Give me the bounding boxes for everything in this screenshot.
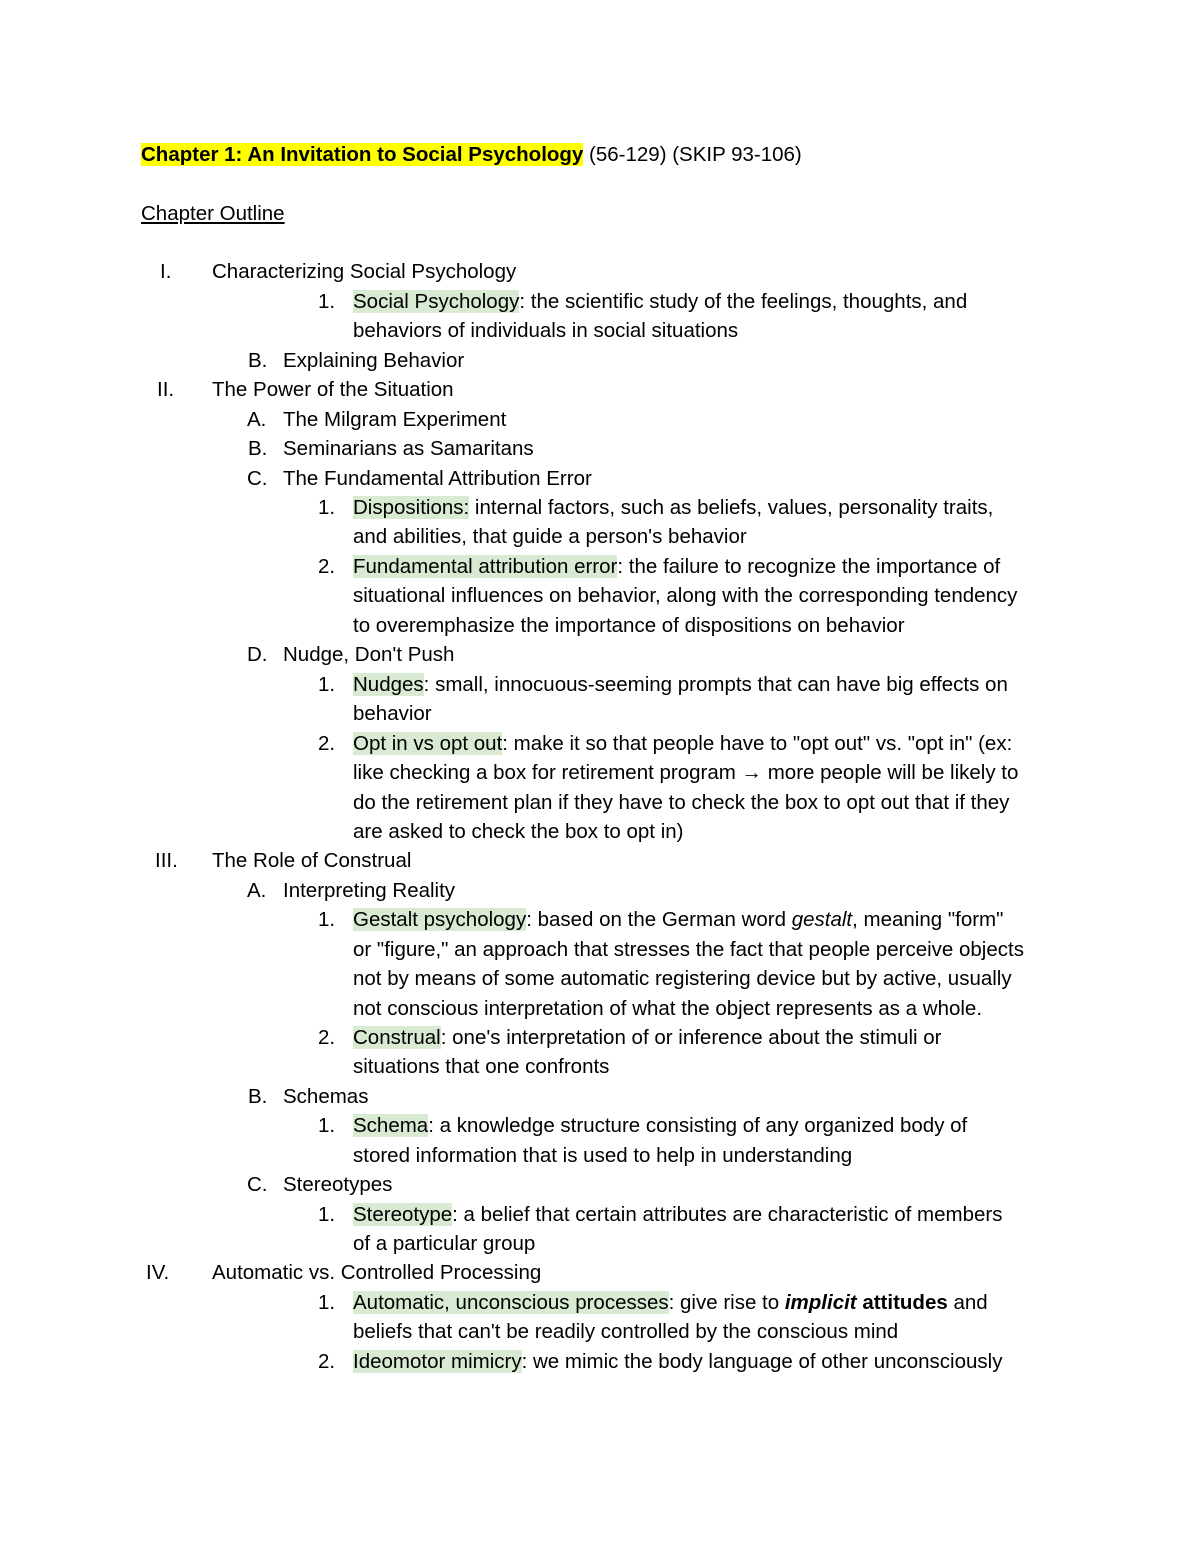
definition-text: : a knowledge structure consisting of any organized body of xyxy=(428,1114,968,1137)
outline-marker: 1. xyxy=(318,673,336,696)
outline-marker: I. xyxy=(160,260,172,283)
bold-italic-word: implicit xyxy=(784,1291,857,1314)
outline-marker: B. xyxy=(248,349,268,372)
outline-label: The Role of Construal xyxy=(212,849,412,872)
term-highlight: Stereotype xyxy=(353,1203,453,1226)
term-highlight: Ideomotor mimicry xyxy=(353,1350,522,1373)
chapter-title-highlighted: Chapter 1: An Invitation to Social Psychology xyxy=(141,143,584,166)
term-highlight: Social Psychology xyxy=(353,290,520,313)
chapter-title xyxy=(141,140,802,170)
definition-text: and abilities, that guide a person's behavior xyxy=(353,525,747,548)
definition-text: or "figure," an approach that stresses the fact that people perceive objects xyxy=(353,938,1024,961)
term-highlight: Construal xyxy=(353,1026,441,1049)
definition-text: : the scientific study of the feelings, thoughts, and xyxy=(519,290,968,313)
definition-text: : make it so that people have to "opt out" vs. "opt in" (ex: xyxy=(502,732,1013,755)
outline-marker: 1. xyxy=(318,1203,336,1226)
outline-label: Schemas xyxy=(283,1085,369,1108)
definition-text: to overemphasize the importance of dispositions on behavior xyxy=(353,614,905,637)
definition-text: stored information that is used to help in understanding xyxy=(353,1144,853,1167)
outline-heading: Chapter Outline xyxy=(141,202,285,225)
italic-word: gestalt xyxy=(791,908,853,931)
outline-label: Seminarians as Samaritans xyxy=(283,437,534,460)
outline-marker: 1. xyxy=(318,496,336,519)
definition-text: not conscious interpretation of what the object represents as a whole. xyxy=(353,997,983,1020)
outline-marker: 2. xyxy=(318,555,336,578)
definition-text: : based on the German word xyxy=(526,908,792,931)
outline-label: Nudge, Don't Push xyxy=(283,643,455,666)
outline-marker: 1. xyxy=(318,290,336,313)
outline-marker: IV. xyxy=(146,1261,170,1284)
definition-text: not by means of some automatic registering device but by active, usually xyxy=(353,967,1012,990)
outline-label: The Milgram Experiment xyxy=(283,408,507,431)
outline-marker: C. xyxy=(247,1173,268,1196)
outline-marker: B. xyxy=(248,437,268,460)
chapter-title-pages: (56-129) (SKIP 93-106) xyxy=(583,143,802,166)
definition-text: do the retirement plan if they have to check the box to opt out that if they xyxy=(353,791,1010,814)
definition-text: situations that one confronts xyxy=(353,1055,610,1078)
outline-marker: III. xyxy=(155,849,178,872)
definition-text: are asked to check the box to opt in) xyxy=(353,820,684,843)
definition-text: : small, innocuous-seeming prompts that can have big effects on xyxy=(423,673,1008,696)
definition-text: behaviors of individuals in social situations xyxy=(353,319,739,342)
outline-label: Explaining Behavior xyxy=(283,349,465,372)
definition-text: : one's interpretation of or inference about the stimuli or xyxy=(440,1026,942,1049)
term-highlight: Fundamental attribution error xyxy=(353,555,618,578)
outline-label: Stereotypes xyxy=(283,1173,393,1196)
definition-text: situational influences on behavior, along with the corresponding tendency xyxy=(353,584,1018,607)
outline-marker: D. xyxy=(247,643,268,666)
outline-marker: II. xyxy=(157,378,175,401)
outline-marker: 2. xyxy=(318,732,336,755)
definition-text: beliefs that can't be readily controlled by the conscious mind xyxy=(353,1320,899,1343)
outline-label: Interpreting Reality xyxy=(283,879,456,902)
definition-text: behavior xyxy=(353,702,432,725)
outline-marker: 1. xyxy=(318,908,336,931)
outline-label: The Power of the Situation xyxy=(212,378,454,401)
term-highlight: Gestalt psychology xyxy=(353,908,527,931)
term-highlight: Automatic, unconscious processes xyxy=(353,1291,669,1314)
definition-text: , meaning "form" xyxy=(852,908,1004,931)
definition-text: : the failure to recognize the importance of xyxy=(617,555,1001,578)
outline-marker: A. xyxy=(247,879,267,902)
outline-marker: 1. xyxy=(318,1291,336,1314)
definition-text: : give rise to xyxy=(668,1291,785,1314)
outline-marker: 1. xyxy=(318,1114,336,1137)
term-highlight: Dispositions: xyxy=(353,496,470,519)
outline-label: Automatic vs. Controlled Processing xyxy=(212,1261,542,1284)
outline-marker: 2. xyxy=(318,1026,336,1049)
definition-text: internal factors, such as beliefs, values, personality traits, xyxy=(469,496,994,519)
outline-marker: A. xyxy=(247,408,267,431)
outline-marker: 2. xyxy=(318,1350,336,1373)
outline-label: The Fundamental Attribution Error xyxy=(283,467,592,490)
definition-text: : a belief that certain attributes are characteristic of members xyxy=(452,1203,1003,1226)
definition-text: of a particular group xyxy=(353,1232,536,1255)
definition-text: and xyxy=(947,1291,988,1314)
bold-word: attitudes xyxy=(862,1291,948,1314)
outline-marker: B. xyxy=(248,1085,268,1108)
term-highlight: Opt in vs opt out xyxy=(353,732,503,755)
definition-text: like checking a box for retirement program → more people will be likely to xyxy=(353,761,1019,784)
term-highlight: Schema xyxy=(353,1114,429,1137)
outline-label: Characterizing Social Psychology xyxy=(212,260,517,283)
definition-text: : we mimic the body language of other unconsciously xyxy=(521,1350,1003,1373)
outline-marker: C. xyxy=(247,467,268,490)
term-highlight: Nudges xyxy=(353,673,424,696)
